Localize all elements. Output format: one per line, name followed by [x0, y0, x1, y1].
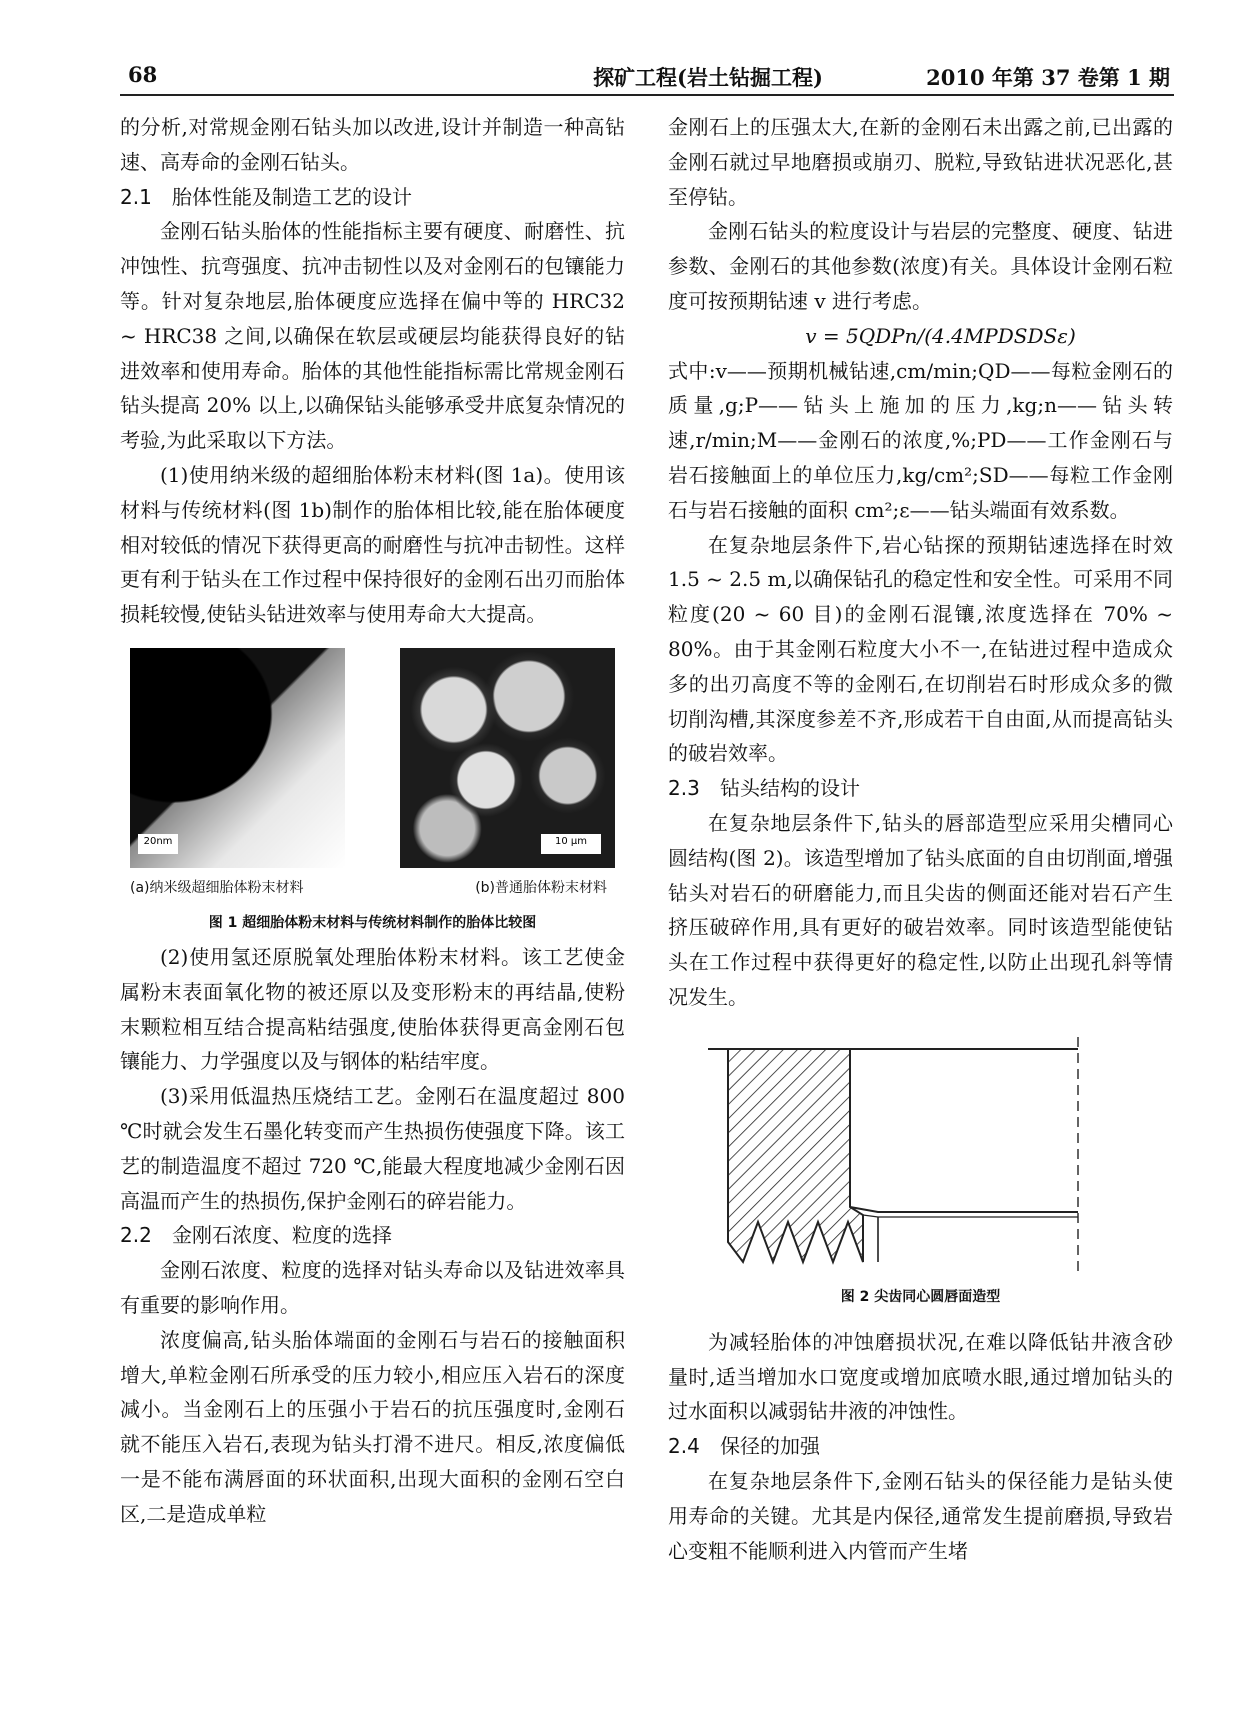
paragraph: (2)使用氢还原脱氧处理胎体粉末材料。该工艺使金属粉末表面氧化物的被还原以及变形粉末的再结晶,使粉末颗粒相互结合提高粘结强度,使胎体获得更高金刚石包镶能力、力学强度以及与钢体的粘结牢度。	[120, 944, 625, 1074]
header-rule	[120, 94, 1174, 96]
paragraph: 金刚石钻头胎体的性能指标主要有硬度、耐磨性、抗冲蚀性、抗弯强度、抗冲击韧性以及对金刚石的包镶能力等。针对复杂地层,胎体硬度应选择在偏中等的 HRC32 ~ HRC38 之间,以确保在软层或硬层均能获得良好的钻进效率和使用寿命。胎体的其他性能指标需比常规金刚石钻头提高 20% 以上,以确保钻头能够承受井底复杂情况的考验,为此采取以下方法。	[120, 219, 625, 453]
paragraph: 的分析,对常规金刚石钻头加以改进,设计并制造一种高钻速、高寿命的金刚石钻头。	[120, 115, 625, 174]
paragraph: 在复杂地层条件下,金刚石钻头的保径能力是钻头使用寿命的关键。尤其是内保径,通常发生提前磨损,导致岩心变粗不能顺利进入内管而产生堵	[668, 1468, 1173, 1563]
section-heading-2-1: 2.1 胎体性能及制造工艺的设计	[120, 184, 412, 209]
paragraph: (1)使用纳米级的超细胎体粉末材料(图 1a)。使用该材料与传统材料(图 1b)制作的胎体相比较,能在胎体硬度相对较低的情况下获得更高的耐磨性与抗冲击韧性。这样更有利于钻头在工作过程中保持很好的金刚石出刃而胎体损耗较慢,使钻头钻进效率与使用寿命大大提高。	[120, 462, 625, 627]
paragraph: (3)采用低温热压烧结工艺。金刚石在温度超过 800 ℃时就会发生石墨化转变而产生热损伤使强度下降。该工艺的制造温度不超过 720 ℃,能最大程度地减少金刚石因高温而产生的热损伤,保护金刚石的碎岩能力。	[120, 1084, 625, 1213]
nano-powder-micrograph	[130, 648, 345, 868]
paragraph: 金刚石上的压强太大,在新的金刚石未出露之前,已出露的金刚石就过早地磨损或崩刃、脱粒,导致钻进状况恶化,甚至停钻。	[668, 115, 1173, 209]
paragraph: 金刚石浓度、粒度的选择对钻头寿命以及钻进效率具有重要的影响作用。	[120, 1258, 625, 1317]
figure-1a-caption: (a)纳米级超细胎体粉末材料	[130, 879, 304, 896]
normal-powder-micrograph	[400, 648, 615, 868]
formula-legend: 式中:v——预期机械钻速,cm/min;QD——每粒金刚石的质量,g;P——钻头上施加的压力,kg;n——钻头转速,r/min;M——金刚石的浓度,%;PD——工作金刚石与岩石接触面上的单位压力,kg/cm²;SD——每粒工作金刚石与岩石接触的面积 cm²;ε——钻头端面有效系数。	[668, 358, 1173, 522]
paragraph: 浓度偏高,钻头胎体端面的金刚石与岩石的接触面积增大,单粒金刚石所承受的压力较小,相应压入岩石的深度减小。当金刚石上的压强小于岩石的抗压强度时,金刚石就不能压入岩石,表现为钻头打滑不进尺。相反,浓度偏低一是不能布满唇面的环状面积,出现大面积的金刚石空白区,二是造成单粒	[120, 1327, 625, 1526]
right-column	[668, 110, 1173, 1568]
journal-title: 探矿工程(岩土钻掘工程)	[593, 65, 823, 90]
figure-1b-caption: (b)普通胎体粉末材料	[475, 879, 607, 896]
section-heading-2-3: 2.3 钻头结构的设计	[668, 776, 860, 801]
drilling-speed-formula: v = 5QDPn/(4.4MPDSDSε)	[805, 323, 1076, 348]
figure-1-subcaptions	[130, 876, 607, 900]
figure-1-images	[130, 648, 615, 868]
scale-bar: 20nm	[138, 834, 178, 854]
paragraph: 为减轻胎体的冲蚀磨损状况,在难以降低钻井液含砂量时,适当增加水口宽度或增加底喷水眼,通过增加钻头的过水面积以减弱钻井液的冲蚀性。	[668, 1329, 1173, 1424]
figure-2-diagram	[668, 1037, 1173, 1277]
lip-profile-drawing	[668, 1037, 1173, 1277]
page-number: 68	[128, 62, 158, 87]
issue-info: 2010 年第 37 卷第 1 期	[926, 65, 1170, 90]
page-header	[128, 60, 1170, 94]
scale-bar: 10 μm	[541, 834, 601, 854]
paragraph: 金刚石钻头的粒度设计与岩层的完整度、硬度、钻进参数、金刚石的其他参数(浓度)有关。具体设计金刚石粒度可按预期钻速 v 进行考虑。	[668, 219, 1173, 313]
paragraph: 在复杂地层条件下,钻头的唇部造型应采用尖槽同心圆结构(图 2)。该造型增加了钻头底面的自由切削面,增强钻头对岩石的研磨能力,而且尖齿的侧面还能对岩石产生挤压破碎作用,具有更好的破岩效率。同时该造型能使钻头在工作过程中获得更好的稳定性,以防止出现孔斜等情况发生。	[668, 810, 1173, 1009]
figure-1-caption: 图 1 超细胎体粉末材料与传统材料制作的胎体比较图	[208, 914, 537, 931]
paragraph: 在复杂地层条件下,岩心钻探的预期钻速选择在时效 1.5 ~ 2.5 m,以确保钻孔的稳定性和安全性。可采用不同粒度(20 ~ 60 目)的金刚石混镶,浓度选择在 70% ~ 80%。由于其金刚石粒度大小不一,在钻进过程中造成众多的出刃高度不等的金刚石,在切削岩石时形成众多的微切削沟槽,其深度参差不齐,形成若干自由面,从而提高钻头的破岩效率。	[668, 532, 1173, 766]
figure-2-caption: 图 2 尖齿同心圆唇面造型	[840, 1288, 1001, 1305]
section-heading-2-2: 2.2 金刚石浓度、粒度的选择	[120, 1223, 392, 1248]
left-column	[120, 110, 625, 1532]
section-heading-2-4: 2.4 保径的加强	[668, 1434, 820, 1459]
